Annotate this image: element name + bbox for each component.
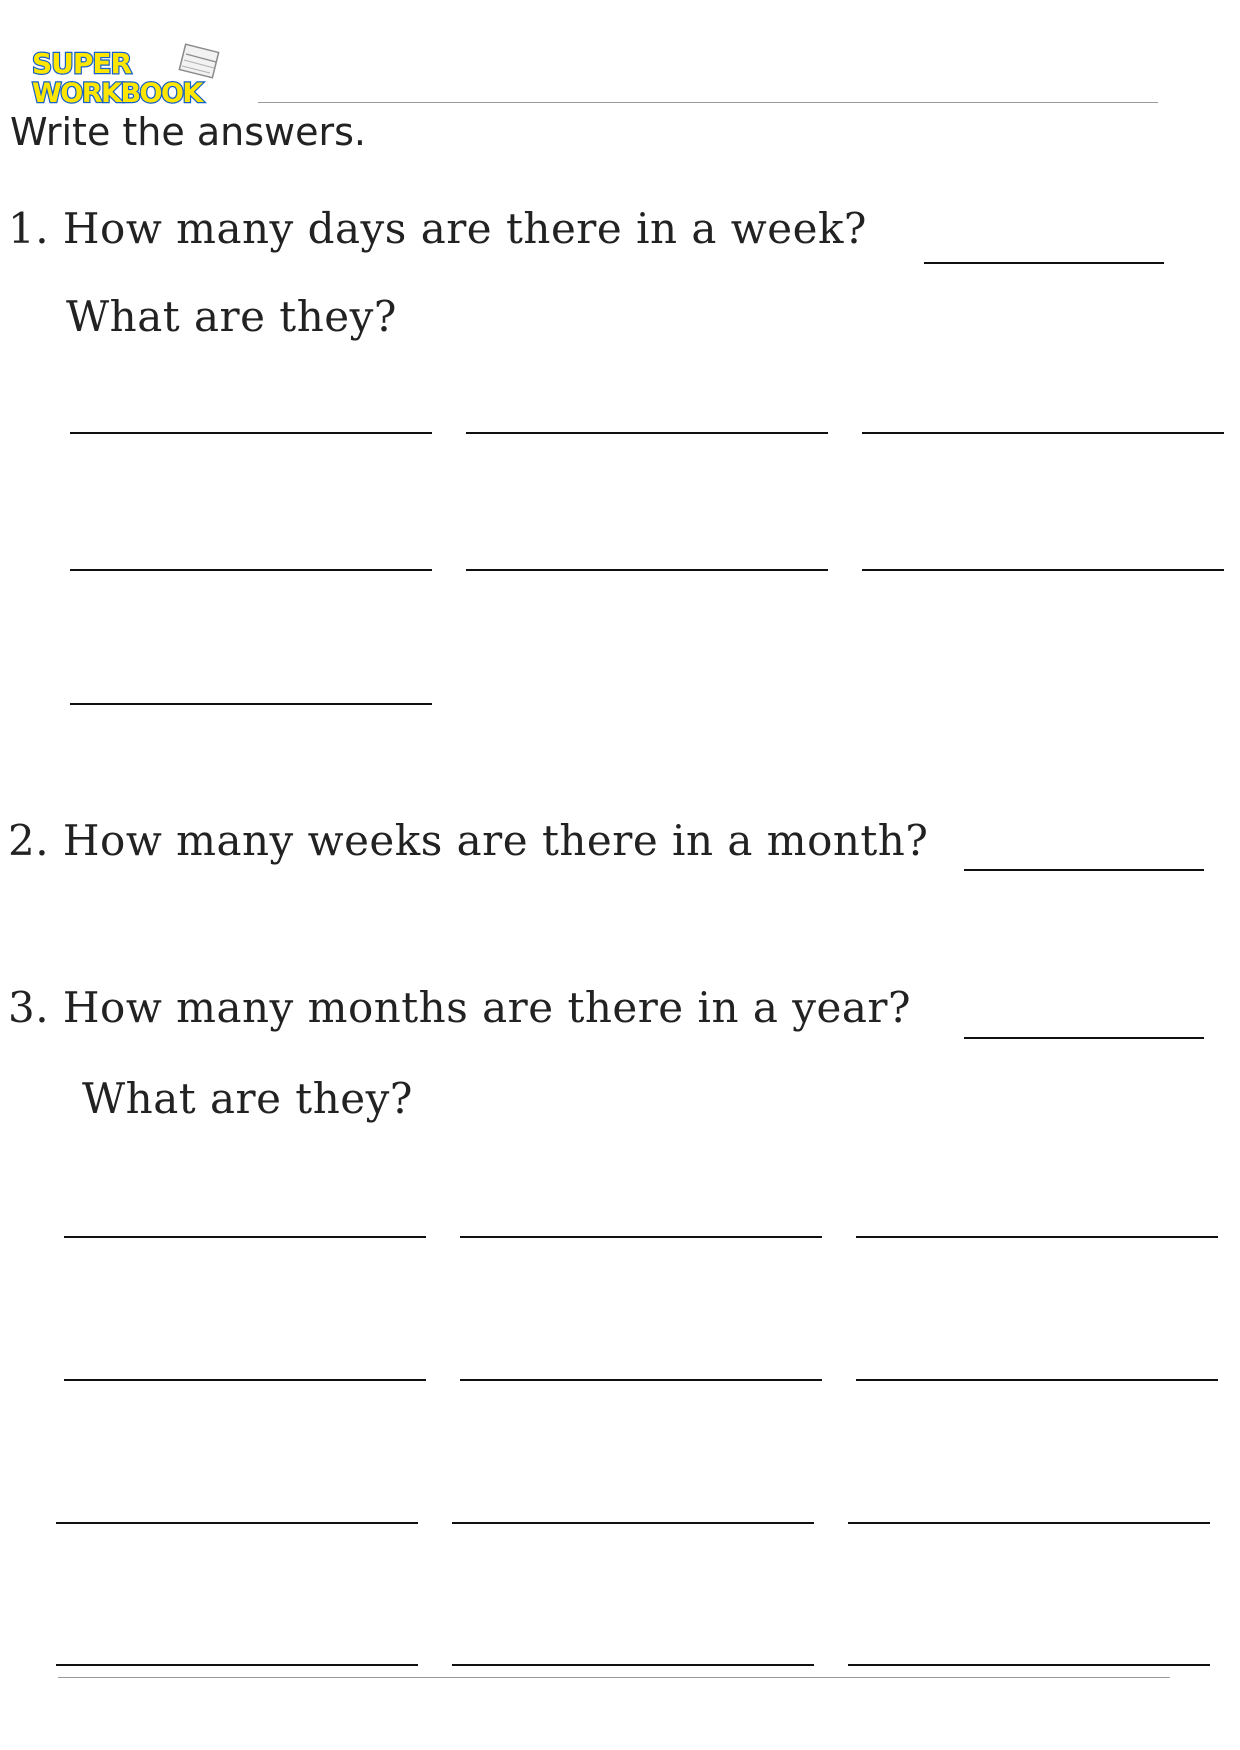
answer-line[interactable] — [56, 1664, 418, 1666]
question-2-answer-line[interactable] — [964, 869, 1204, 871]
question-1-followup: What are they? — [66, 292, 397, 341]
question-2-text: 2. How many weeks are there in a month? — [8, 816, 929, 865]
answer-line[interactable] — [856, 1379, 1218, 1381]
answer-line[interactable] — [856, 1236, 1218, 1238]
notepad-icon — [179, 44, 218, 77]
question-3-text: 3. How many months are there in a year? — [8, 983, 911, 1032]
answer-line[interactable] — [848, 1522, 1210, 1524]
question-1-text: 1. How many days are there in a week? — [8, 204, 867, 253]
logo-line-workbook: WORKBOOK — [32, 78, 202, 109]
question-3-followup: What are they? — [82, 1074, 413, 1123]
super-workbook-logo — [30, 40, 245, 110]
footer-rule — [58, 1677, 1170, 1678]
answer-line[interactable] — [452, 1664, 814, 1666]
answer-line[interactable] — [64, 1236, 426, 1238]
answer-line[interactable] — [848, 1664, 1210, 1666]
question-3-answer-line[interactable] — [964, 1037, 1204, 1039]
answer-line[interactable] — [70, 703, 432, 705]
answer-line[interactable] — [862, 432, 1224, 434]
answer-line[interactable] — [70, 432, 432, 434]
answer-line[interactable] — [460, 1236, 822, 1238]
answer-line[interactable] — [862, 569, 1224, 571]
answer-line[interactable] — [70, 569, 432, 571]
instruction-text: Write the answers. — [10, 110, 366, 154]
question-1-answer-line[interactable] — [924, 262, 1164, 264]
answer-line[interactable] — [460, 1379, 822, 1381]
answer-line[interactable] — [64, 1379, 426, 1381]
answer-line[interactable] — [466, 569, 828, 571]
logo-line-super: SUPER — [32, 47, 132, 80]
answer-line[interactable] — [466, 432, 828, 434]
answer-line[interactable] — [452, 1522, 814, 1524]
answer-line[interactable] — [56, 1522, 418, 1524]
header-rule — [258, 102, 1158, 103]
